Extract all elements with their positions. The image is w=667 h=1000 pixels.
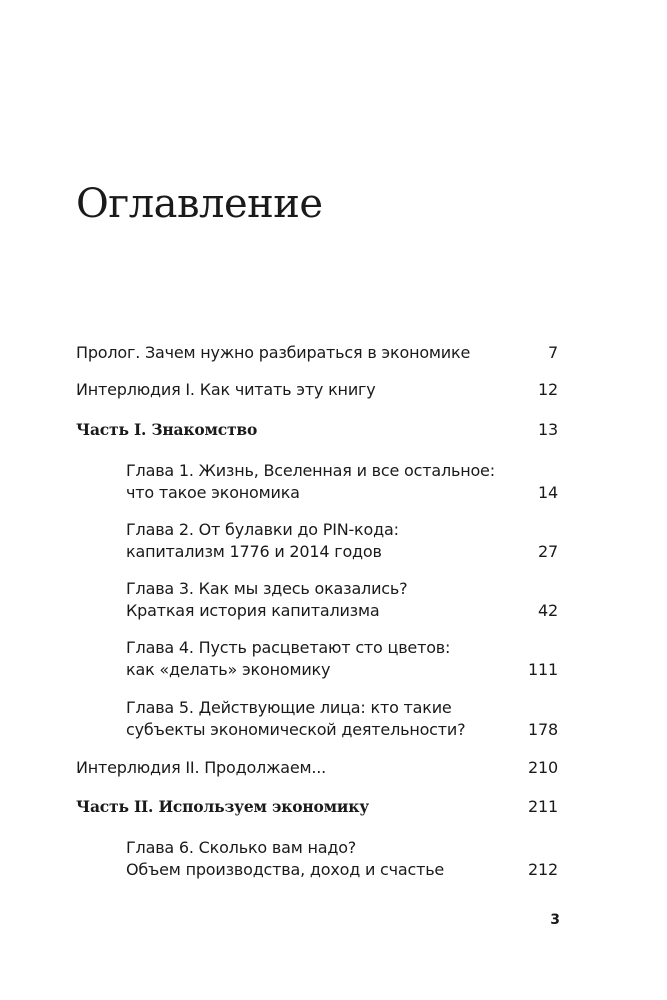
toc-entry-line: что такое экономика xyxy=(126,483,300,502)
toc-entry-interlude-1 xyxy=(76,379,558,401)
toc-entry-text: Часть I. Знакомство xyxy=(76,420,258,439)
page-title: Оглавление xyxy=(76,181,323,227)
toc-entry-chapter-3 xyxy=(126,578,558,622)
toc-entry-text xyxy=(126,697,465,741)
toc-entry-line: как «делать» экономику xyxy=(126,660,331,679)
toc-entry-page-number: 7 xyxy=(548,343,558,362)
toc-entry-page-number: 12 xyxy=(538,380,558,399)
toc-entry-text xyxy=(126,637,450,681)
toc-entry-page-number: 211 xyxy=(528,797,558,816)
toc-entry-text xyxy=(126,837,444,881)
toc-entry-page-number: 42 xyxy=(538,601,558,620)
toc-entry-page-number: 27 xyxy=(538,542,558,561)
toc-entry-text xyxy=(126,460,495,504)
toc-entry-page-number: 210 xyxy=(528,758,558,777)
toc-entry-text xyxy=(126,578,407,622)
toc-entry-chapter-4 xyxy=(126,637,558,681)
toc-entry-line: Глава 6. Сколько вам надо? xyxy=(126,838,357,857)
toc-entry-chapter-1 xyxy=(126,460,558,504)
toc-entry-prologue xyxy=(76,342,558,364)
toc-entry-chapter-6 xyxy=(126,837,558,881)
toc-entry-line: Глава 5. Действующие лица: кто такие xyxy=(126,698,452,717)
toc-entry-line: Краткая история капитализма xyxy=(126,601,380,620)
toc-entry-text: Интерлюдия II. Продолжаем... xyxy=(76,758,327,777)
toc-entry-line: Глава 2. От булавки до PIN-кода: xyxy=(126,520,399,539)
toc-entry-text: Часть II. Используем экономику xyxy=(76,797,369,816)
page-number-footer: 3 xyxy=(550,912,560,928)
toc-entry-text xyxy=(126,519,399,563)
toc-entry-line: капитализм 1776 и 2014 годов xyxy=(126,542,382,561)
toc-entry-page-number: 14 xyxy=(538,483,558,502)
toc-entry-page-number: 212 xyxy=(528,860,558,879)
toc-entry-text: Пролог. Зачем нужно разбираться в экономике xyxy=(76,343,471,362)
toc-entry-line: Глава 1. Жизнь, Вселенная и все остальное: xyxy=(126,461,495,480)
toc-entry-interlude-2 xyxy=(76,757,558,779)
toc-entry-text: Интерлюдия I. Как читать эту книгу xyxy=(76,380,376,399)
toc-entry-line: субъекты экономической деятельности? xyxy=(126,720,466,739)
toc-entry-page-number: 178 xyxy=(528,720,558,739)
toc-entry-line: Объем производства, доход и счастье xyxy=(126,860,445,879)
toc-entry-line: Глава 3. Как мы здесь оказались? xyxy=(126,579,408,598)
toc-entry-line: Глава 4. Пусть расцветают сто цветов: xyxy=(126,638,451,657)
toc-entry-page-number: 111 xyxy=(528,660,558,679)
toc-entry-part-2 xyxy=(76,796,558,818)
toc-entry-part-1 xyxy=(76,419,558,441)
toc-entry-page-number: 13 xyxy=(538,420,558,439)
toc-entry-chapter-2 xyxy=(126,519,558,563)
toc-entry-chapter-5 xyxy=(126,697,558,741)
